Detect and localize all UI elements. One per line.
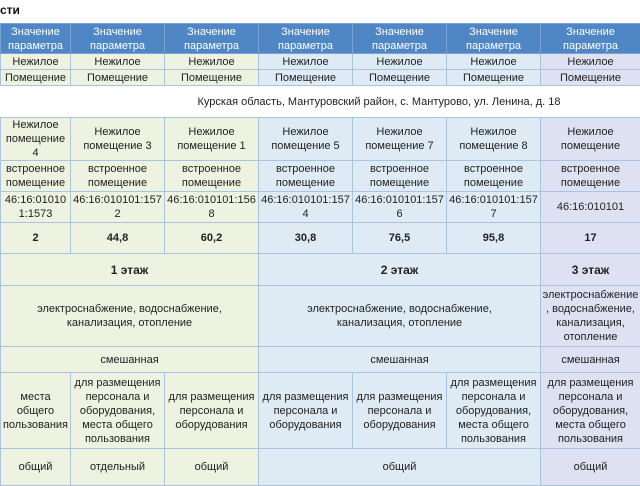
parameters-table-wrap [0, 23, 640, 486]
name-cell: Нежилое помещение 5 [259, 118, 353, 161]
address-cell [1, 86, 640, 118]
table-row [1, 70, 640, 86]
header-row [1, 24, 640, 54]
name-cell: Нежилое помещение 4 [1, 118, 71, 161]
kind-cell: Нежилое [1, 54, 71, 70]
header-cell: Значение параметра [1, 24, 71, 54]
name-cell: Нежилое помещение 8 [447, 118, 541, 161]
parameters-table [0, 23, 640, 486]
header-cell: Значение параметра [259, 24, 353, 54]
table-row [1, 161, 640, 192]
layout-cell: смешанная [541, 347, 640, 373]
area-cell: 76,5 [353, 223, 447, 254]
cadastral-cell: 46:16:010101 [541, 192, 640, 223]
kind-cell: Нежилое [541, 54, 640, 70]
header-cell: Значение параметра [353, 24, 447, 54]
table-row [1, 54, 640, 70]
entrance-cell: общий [541, 449, 640, 486]
object-cell: Помещение [447, 70, 541, 86]
kind-cell: Нежилое [353, 54, 447, 70]
floor-cell: 3 этаж [541, 254, 640, 286]
object-cell: Помещение [541, 70, 640, 86]
purpose-cell: места общего пользования [1, 373, 71, 449]
address-row [1, 86, 640, 118]
utilities-text: электроснабжение, водоснабжение, канализация, отопление [305, 302, 495, 330]
entrance-cell: отдельный [71, 449, 165, 486]
layout-cell: смешанная [1, 347, 259, 373]
table-row [1, 286, 640, 347]
cadastral-cell: 46:16:010101:1576 [353, 192, 447, 223]
cadastral-cell: 46:16:010101:1577 [447, 192, 541, 223]
entrance-cell: общий [259, 449, 541, 486]
type-cell: встроенное помещение [165, 161, 259, 192]
area-cell: 17 [541, 223, 640, 254]
kind-cell: Нежилое [259, 54, 353, 70]
floor-cell: 1 этаж [1, 254, 259, 286]
header-cell: Значение параметра [71, 24, 165, 54]
kind-cell: Нежилое [71, 54, 165, 70]
type-cell: встроенное помещение [541, 161, 640, 192]
cadastral-cell: 46:16:010101:1568 [165, 192, 259, 223]
name-cell: Нежилое помещение [541, 118, 640, 161]
object-cell: Помещение [165, 70, 259, 86]
utilities-text: электроснабжение, водоснабжение, канализация, отопление [35, 302, 225, 330]
type-cell: встроенное помещение [259, 161, 353, 192]
utilities-cell: электроснабжение, водоснабжение, канализация, отопление [541, 286, 640, 347]
object-cell: Помещение [1, 70, 71, 86]
type-cell: встроенное помещение [353, 161, 447, 192]
section-title: сти [0, 3, 20, 17]
area-cell: 60,2 [165, 223, 259, 254]
table-row [1, 223, 640, 254]
cadastral-cell: 46:16:010101:1574 [259, 192, 353, 223]
type-cell: встроенное помещение [1, 161, 71, 192]
purpose-cell: для размещения персонала и оборудования [259, 373, 353, 449]
name-cell: Нежилое помещение 7 [353, 118, 447, 161]
area-cell: 30,8 [259, 223, 353, 254]
layout-cell: смешанная [259, 347, 541, 373]
object-cell: Помещение [71, 70, 165, 86]
floor-cell: 2 этаж [259, 254, 541, 286]
purpose-cell: для размещения персонала и оборудования, места общего пользования [447, 373, 541, 449]
header-cell: Значение параметра [447, 24, 541, 54]
entrance-cell: общий [165, 449, 259, 486]
type-cell: встроенное помещение [447, 161, 541, 192]
kind-cell: Нежилое [165, 54, 259, 70]
object-cell: Помещение [259, 70, 353, 86]
table-row [1, 254, 640, 286]
purpose-cell: для размещения персонала и оборудования [353, 373, 447, 449]
type-cell: встроенное помещение [71, 161, 165, 192]
entrance-cell: общий [1, 449, 71, 486]
name-cell: Нежилое помещение 3 [71, 118, 165, 161]
purpose-cell: для размещения персонала и оборудования, места общего пользования [71, 373, 165, 449]
area-cell: 2 [1, 223, 71, 254]
kind-cell: Нежилое [447, 54, 541, 70]
cadastral-cell: 46:16:010101:1572 [71, 192, 165, 223]
name-cell: Нежилое помещение 1 [165, 118, 259, 161]
table-row [1, 118, 640, 161]
table-row [1, 347, 640, 373]
object-cell: Помещение [353, 70, 447, 86]
purpose-cell: для размещения персонала и оборудования, места общего пользования [541, 373, 640, 449]
area-cell: 44,8 [71, 223, 165, 254]
header-cell: Значение параметра [165, 24, 259, 54]
table-row [1, 373, 640, 449]
utilities-cell [259, 286, 541, 347]
header-cell: Значение параметра [541, 24, 640, 54]
address-text: Курская область, Мантуровский район, с. Мантурово, ул. Ленина, д. 18 [2, 95, 640, 109]
utilities-cell [1, 286, 259, 347]
purpose-cell: для размещения персонала и оборудования [165, 373, 259, 449]
area-cell: 95,8 [447, 223, 541, 254]
cadastral-cell: 46:16:010101:1573 [1, 192, 71, 223]
table-row [1, 192, 640, 223]
